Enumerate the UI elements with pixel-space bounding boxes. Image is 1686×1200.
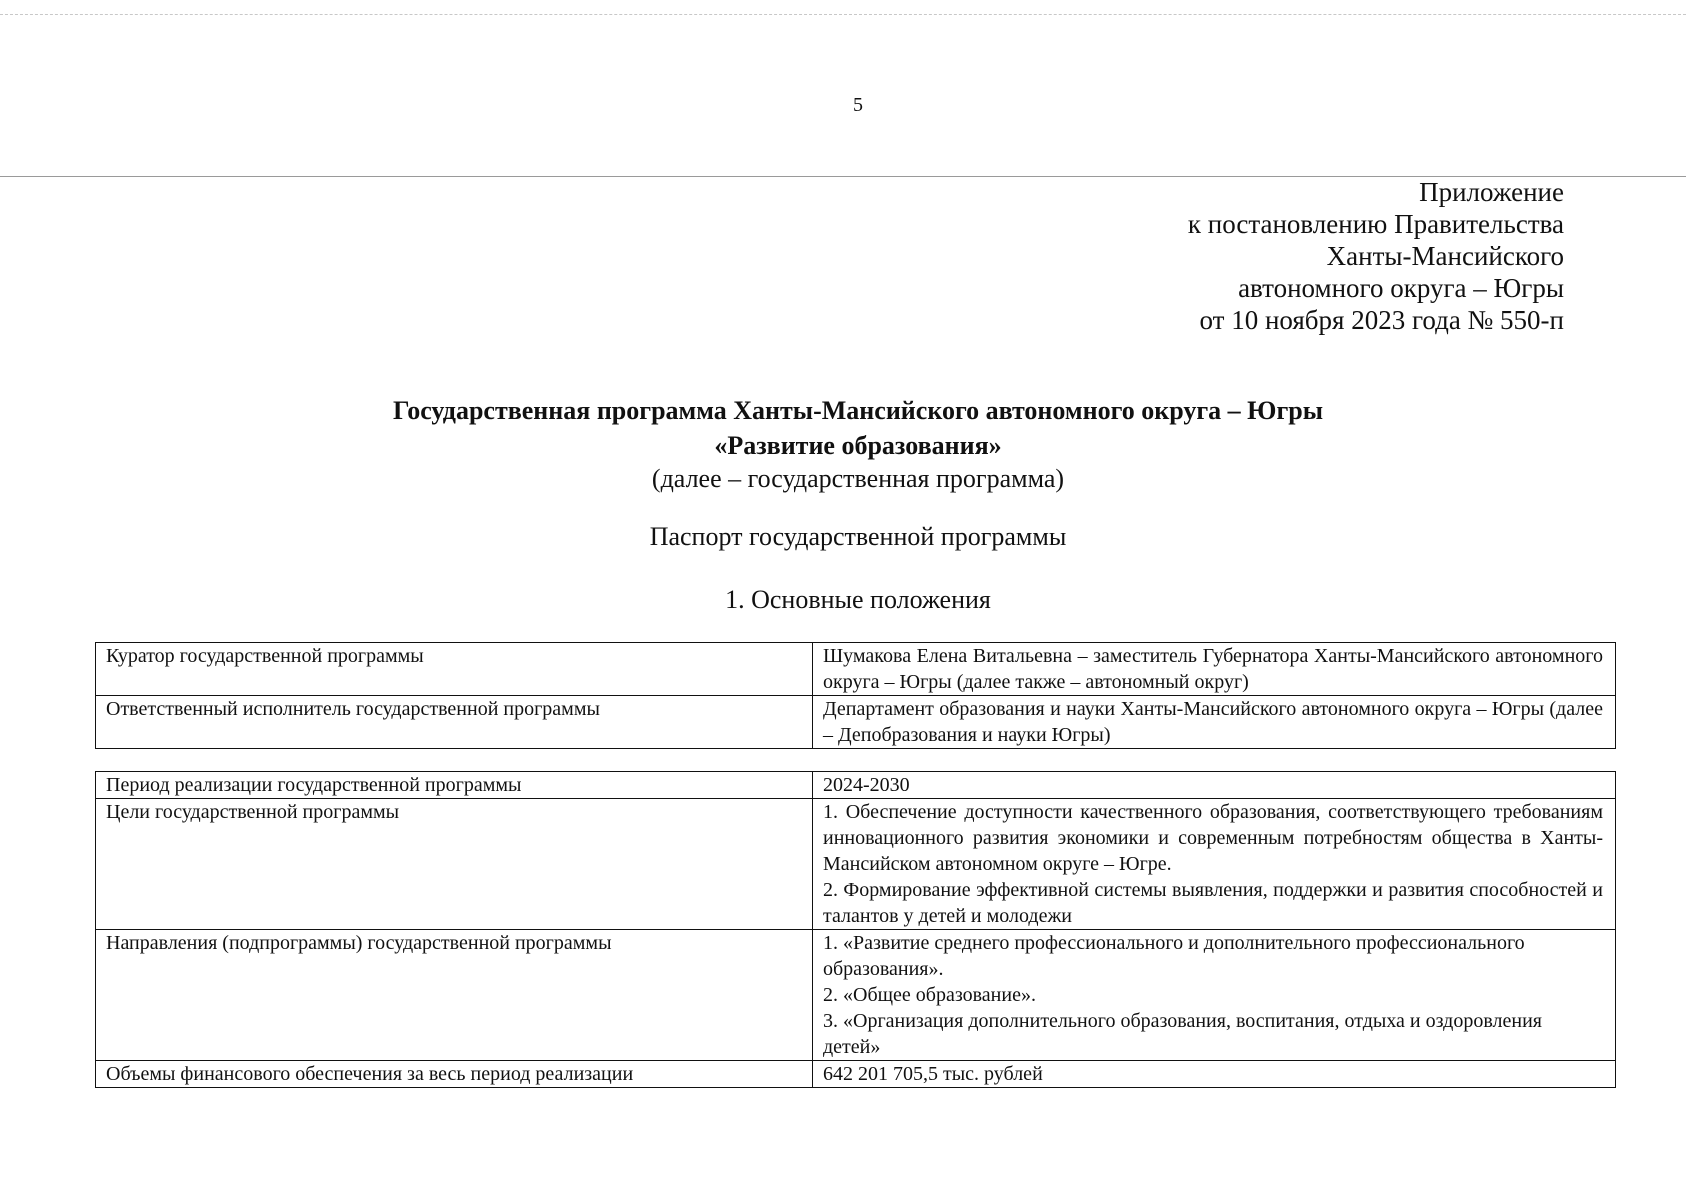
row-value-period: 2024-2030: [813, 772, 1616, 799]
goal-item: 1. Обеспечение доступности качественного образования, соответствующего требованиям инновационного развития экономики и современным потребностям общества в Ханты-Мансийском автономном округе – Югре.: [823, 801, 1603, 875]
row-label-curator: Куратор государственной программы: [96, 643, 813, 696]
scan-edge-line: [0, 14, 1686, 15]
passport-heading: Паспорт государственной программы: [649, 522, 1067, 551]
row-value-funding: 642 201 705,5 тыс. рублей: [813, 1061, 1616, 1088]
table-row: [96, 799, 1616, 930]
direction-item: 2. «Общее образование».: [823, 984, 1036, 1006]
table-row: [96, 772, 1616, 799]
row-value-directions: [813, 930, 1616, 1061]
table-row: [96, 930, 1616, 1061]
row-value-goals: [813, 799, 1616, 930]
goal-item: 2. Формирование эффективной системы выявления, поддержки и развития способностей и талантов у детей и молодежи: [823, 879, 1603, 927]
appendix-line: Приложение: [1419, 177, 1564, 207]
appendix-block: [1188, 176, 1564, 336]
passport-table-details: [95, 771, 1616, 1088]
direction-item: 3. «Организация дополнительного образования, воспитания, отдыха и оздоровления детей»: [823, 1010, 1542, 1058]
program-name: «Развитие образования»: [714, 431, 1002, 460]
table-row: [96, 696, 1616, 749]
row-label-funding: Объемы финансового обеспечения за весь период реализации: [96, 1061, 813, 1088]
table-row: [96, 643, 1616, 696]
row-label-directions: Направления (подпрограммы) государственной программы: [96, 930, 813, 1061]
program-subtitle: (далее – государственная программа): [651, 464, 1065, 493]
appendix-line: Ханты-Мансийского: [1326, 241, 1564, 271]
row-value-executor: Департамент образования и науки Ханты-Мансийского автономного округа – Югры (далее – Депобразования и науки Югры): [813, 696, 1616, 749]
program-title: Государственная программа Ханты-Мансийского автономного округа – Югры: [392, 396, 1324, 425]
row-label-executor: Ответственный исполнитель государственной программы: [96, 696, 813, 749]
section-heading: 1. Основные положения: [725, 585, 991, 614]
page-number: 5: [853, 94, 863, 116]
appendix-line: автономного округа – Югры: [1238, 273, 1564, 303]
row-label-period: Период реализации государственной программы: [96, 772, 813, 799]
appendix-line: от 10 ноября 2023 года № 550-п: [1199, 305, 1564, 335]
appendix-line: к постановлению Правительства: [1187, 209, 1564, 239]
row-label-goals: Цели государственной программы: [96, 799, 813, 930]
direction-item: 1. «Развитие среднего профессионального и дополнительного профессионального образования».: [823, 932, 1525, 980]
row-value-curator: Шумакова Елена Витальевна – заместитель Губернатора Ханты-Мансийского автономного округа – Югры (далее также – автономный округ): [813, 643, 1616, 696]
table-row: [96, 1061, 1616, 1088]
passport-table-main: [95, 642, 1616, 749]
